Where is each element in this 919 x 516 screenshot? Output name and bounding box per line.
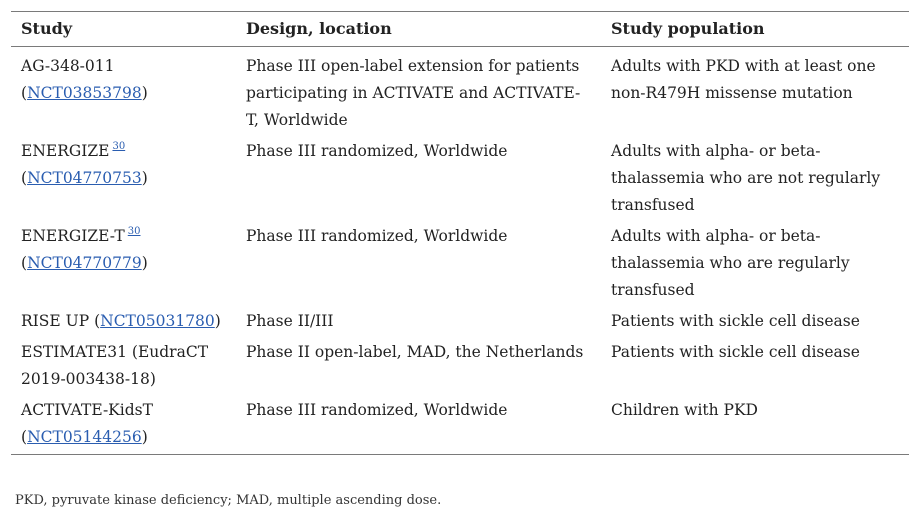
study-paren-open: (: [21, 84, 28, 102]
population-cell: Adults with alpha- or beta-thalassemia who are regularly transfused: [611, 227, 850, 299]
table-row: [11, 47, 909, 139]
trial-link[interactable]: NCT04770753: [27, 169, 142, 187]
design-cell: Phase III randomized, Worldwide: [246, 227, 508, 245]
study-paren-close: ): [214, 312, 221, 330]
trial-link[interactable]: NCT04770779: [27, 254, 142, 272]
table-footnote: PKD, pyruvate kinase deficiency; MAD, multiple ascending dose.: [15, 493, 442, 508]
table-row: [11, 308, 909, 339]
table-header: [11, 12, 909, 47]
population-cell: Patients with sickle cell disease: [611, 312, 860, 330]
table-body: [11, 47, 909, 455]
header-study: Study: [11, 12, 236, 47]
study-cell: [11, 47, 236, 139]
study-paren-close: ): [141, 84, 148, 102]
design-cell: Phase II open-label, MAD, the Netherlands: [246, 343, 584, 361]
header-row: [11, 12, 909, 47]
table-row: [11, 339, 909, 397]
design-cell: Phase III randomized, Worldwide: [246, 401, 508, 419]
study-paren-open: (: [21, 254, 28, 272]
trial-link[interactable]: NCT03853798: [27, 84, 142, 102]
study-cell: [11, 308, 236, 339]
table-row: [11, 223, 909, 308]
study-name: ENERGIZE-T: [21, 227, 125, 245]
population-cell: Children with PKD: [611, 401, 758, 419]
population-cell: Patients with sickle cell disease: [611, 343, 860, 361]
trial-link[interactable]: NCT05031780: [100, 312, 215, 330]
studies-table: [11, 11, 909, 455]
trial-link[interactable]: NCT05144256: [27, 428, 142, 446]
study-cell: [11, 223, 236, 308]
study-name: ENERGIZE: [21, 142, 110, 160]
studies-table-grid: [11, 12, 909, 454]
population-cell: Adults with alpha- or beta-thalassemia who are not regularly transfused: [611, 142, 881, 214]
study-name: RISE UP (: [21, 312, 101, 330]
design-cell: Phase II/III: [246, 312, 334, 330]
study-cell: [11, 397, 236, 454]
reference-link[interactable]: 30: [112, 141, 126, 152]
study-paren-open: (: [21, 169, 28, 187]
table-row: [11, 138, 909, 223]
study-name: AG-348-011: [21, 57, 115, 75]
population-cell: Adults with PKD with at least one non-R479H missense mutation: [611, 57, 876, 102]
study-paren-close: ): [141, 254, 148, 272]
study-name: ACTIVATE-KidsT: [21, 401, 153, 419]
design-cell: Phase III randomized, Worldwide: [246, 142, 508, 160]
header-study-population: Study population: [601, 12, 909, 47]
design-cell: Phase III open-label extension for patients participating in ACTIVATE and ACTIVATE-T, Worldwide: [246, 57, 581, 129]
study-paren-close: ): [141, 169, 148, 187]
study-cell: ESTIMATE31 (EudraCT 2019-003438-18): [21, 343, 209, 388]
table-row: [11, 397, 909, 454]
study-paren-open: (: [21, 428, 28, 446]
study-cell: [11, 138, 236, 223]
header-design-location: Design, location: [236, 12, 601, 47]
reference-link[interactable]: 30: [127, 226, 141, 237]
study-paren-close: ): [141, 428, 148, 446]
